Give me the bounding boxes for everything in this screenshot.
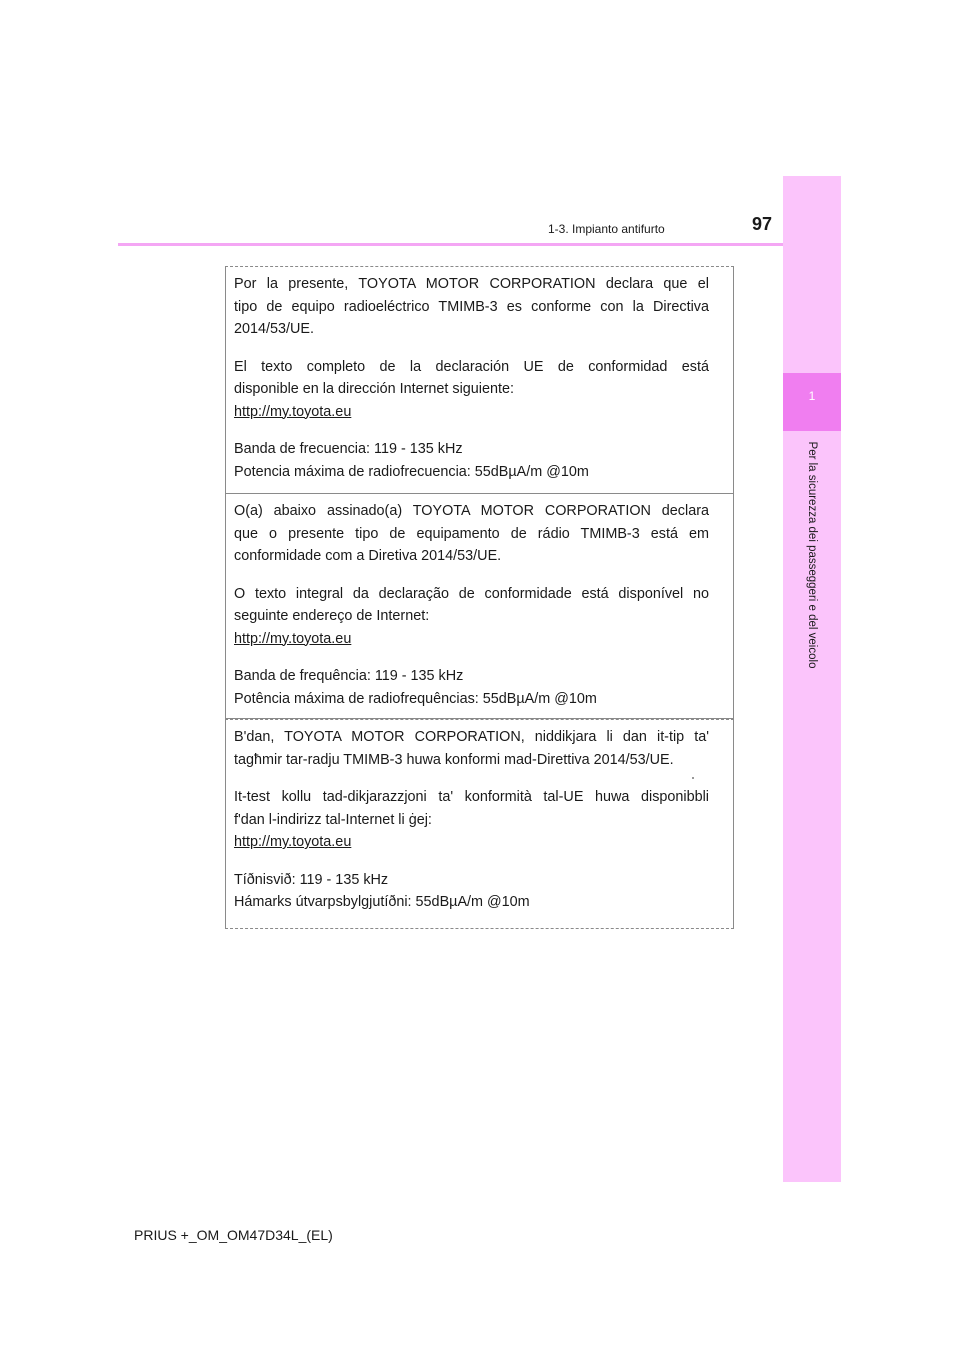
text-line: tagħmir tar-radju TMIMB-3 huwa konformi mad-Direttiva 2014/53/UE. (234, 751, 674, 768)
text-line: O texto integral da declaração de conformidade está disponível no (234, 585, 709, 602)
text-line: tipo de equipo radioeléctrico TMIMB-3 es conforme con la Directiva (234, 298, 709, 315)
text-line: B'dan, TOYOTA MOTOR CORPORATION, niddikjara li dan it-tip ta' (234, 729, 709, 745)
text-line: It-test kollu tad-dikjarazzjoni ta' konformità tal-UE huwa disponibbli (234, 789, 709, 805)
text-line: que o presente tipo de equipamento de rádio TMIMB-3 está em (234, 525, 709, 542)
text-line: disponible en la dirección Internet siguiente: (234, 381, 514, 397)
text-line: conformidade com a Diretiva 2014/53/UE. (234, 548, 502, 564)
declaration-link[interactable]: http://my.toyota.eu (234, 834, 352, 850)
max-power: Hámarks útvarpsbylgjutíðni: 55dBµA/m @10m (234, 894, 530, 910)
text-line: 2014/53/UE. (234, 321, 315, 337)
text-line: O(a) abaixo assinado(a) TOYOTA MOTOR CORPORATION declara (234, 503, 709, 519)
frequency-band: Banda de frequência: 119 - 135 kHz (234, 668, 464, 684)
chapter-number: 1 (808, 389, 816, 403)
footer-model-code: PRIUS +_OM_OM47D34L_(EL) (134, 1227, 333, 1243)
stray-dot (692, 777, 694, 779)
max-power: Potência máxima de radiofrequências: 55dBµA/m @10m (234, 690, 597, 707)
declaration-box-portuguese (225, 493, 734, 719)
page-number: 97 (752, 214, 773, 234)
frequency-band: Tíðnisvið: 119 - 135 kHz (234, 871, 389, 888)
declaration-box-spanish (225, 266, 734, 494)
chapter-side-tab (783, 176, 841, 1182)
text-line: El texto completo de la declaración UE de conformidad está (234, 358, 709, 375)
declaration-link[interactable]: http://my.toyota.eu (234, 403, 352, 420)
section-title: 1-3. Impianto antifurto (548, 222, 665, 236)
declaration-box-maltese (225, 719, 734, 929)
text-line: seguinte endereço de Internet: (234, 608, 430, 624)
text-line: f'dan l-indirizz tal-Internet li ġej: (234, 811, 432, 828)
header-rule (118, 243, 841, 246)
frequency-band: Banda de frecuencia: 119 - 135 kHz (234, 441, 463, 457)
chapter-label: Per la sicurezza dei passeggeri e del veicolo (806, 441, 818, 669)
max-power: Potencia máxima de radiofrecuencia: 55dBµA/m @10m (234, 463, 589, 480)
text-line: Por la presente, TOYOTA MOTOR CORPORATION declara que el (234, 276, 709, 292)
declaration-link[interactable]: http://my.toyota.eu (234, 630, 352, 647)
